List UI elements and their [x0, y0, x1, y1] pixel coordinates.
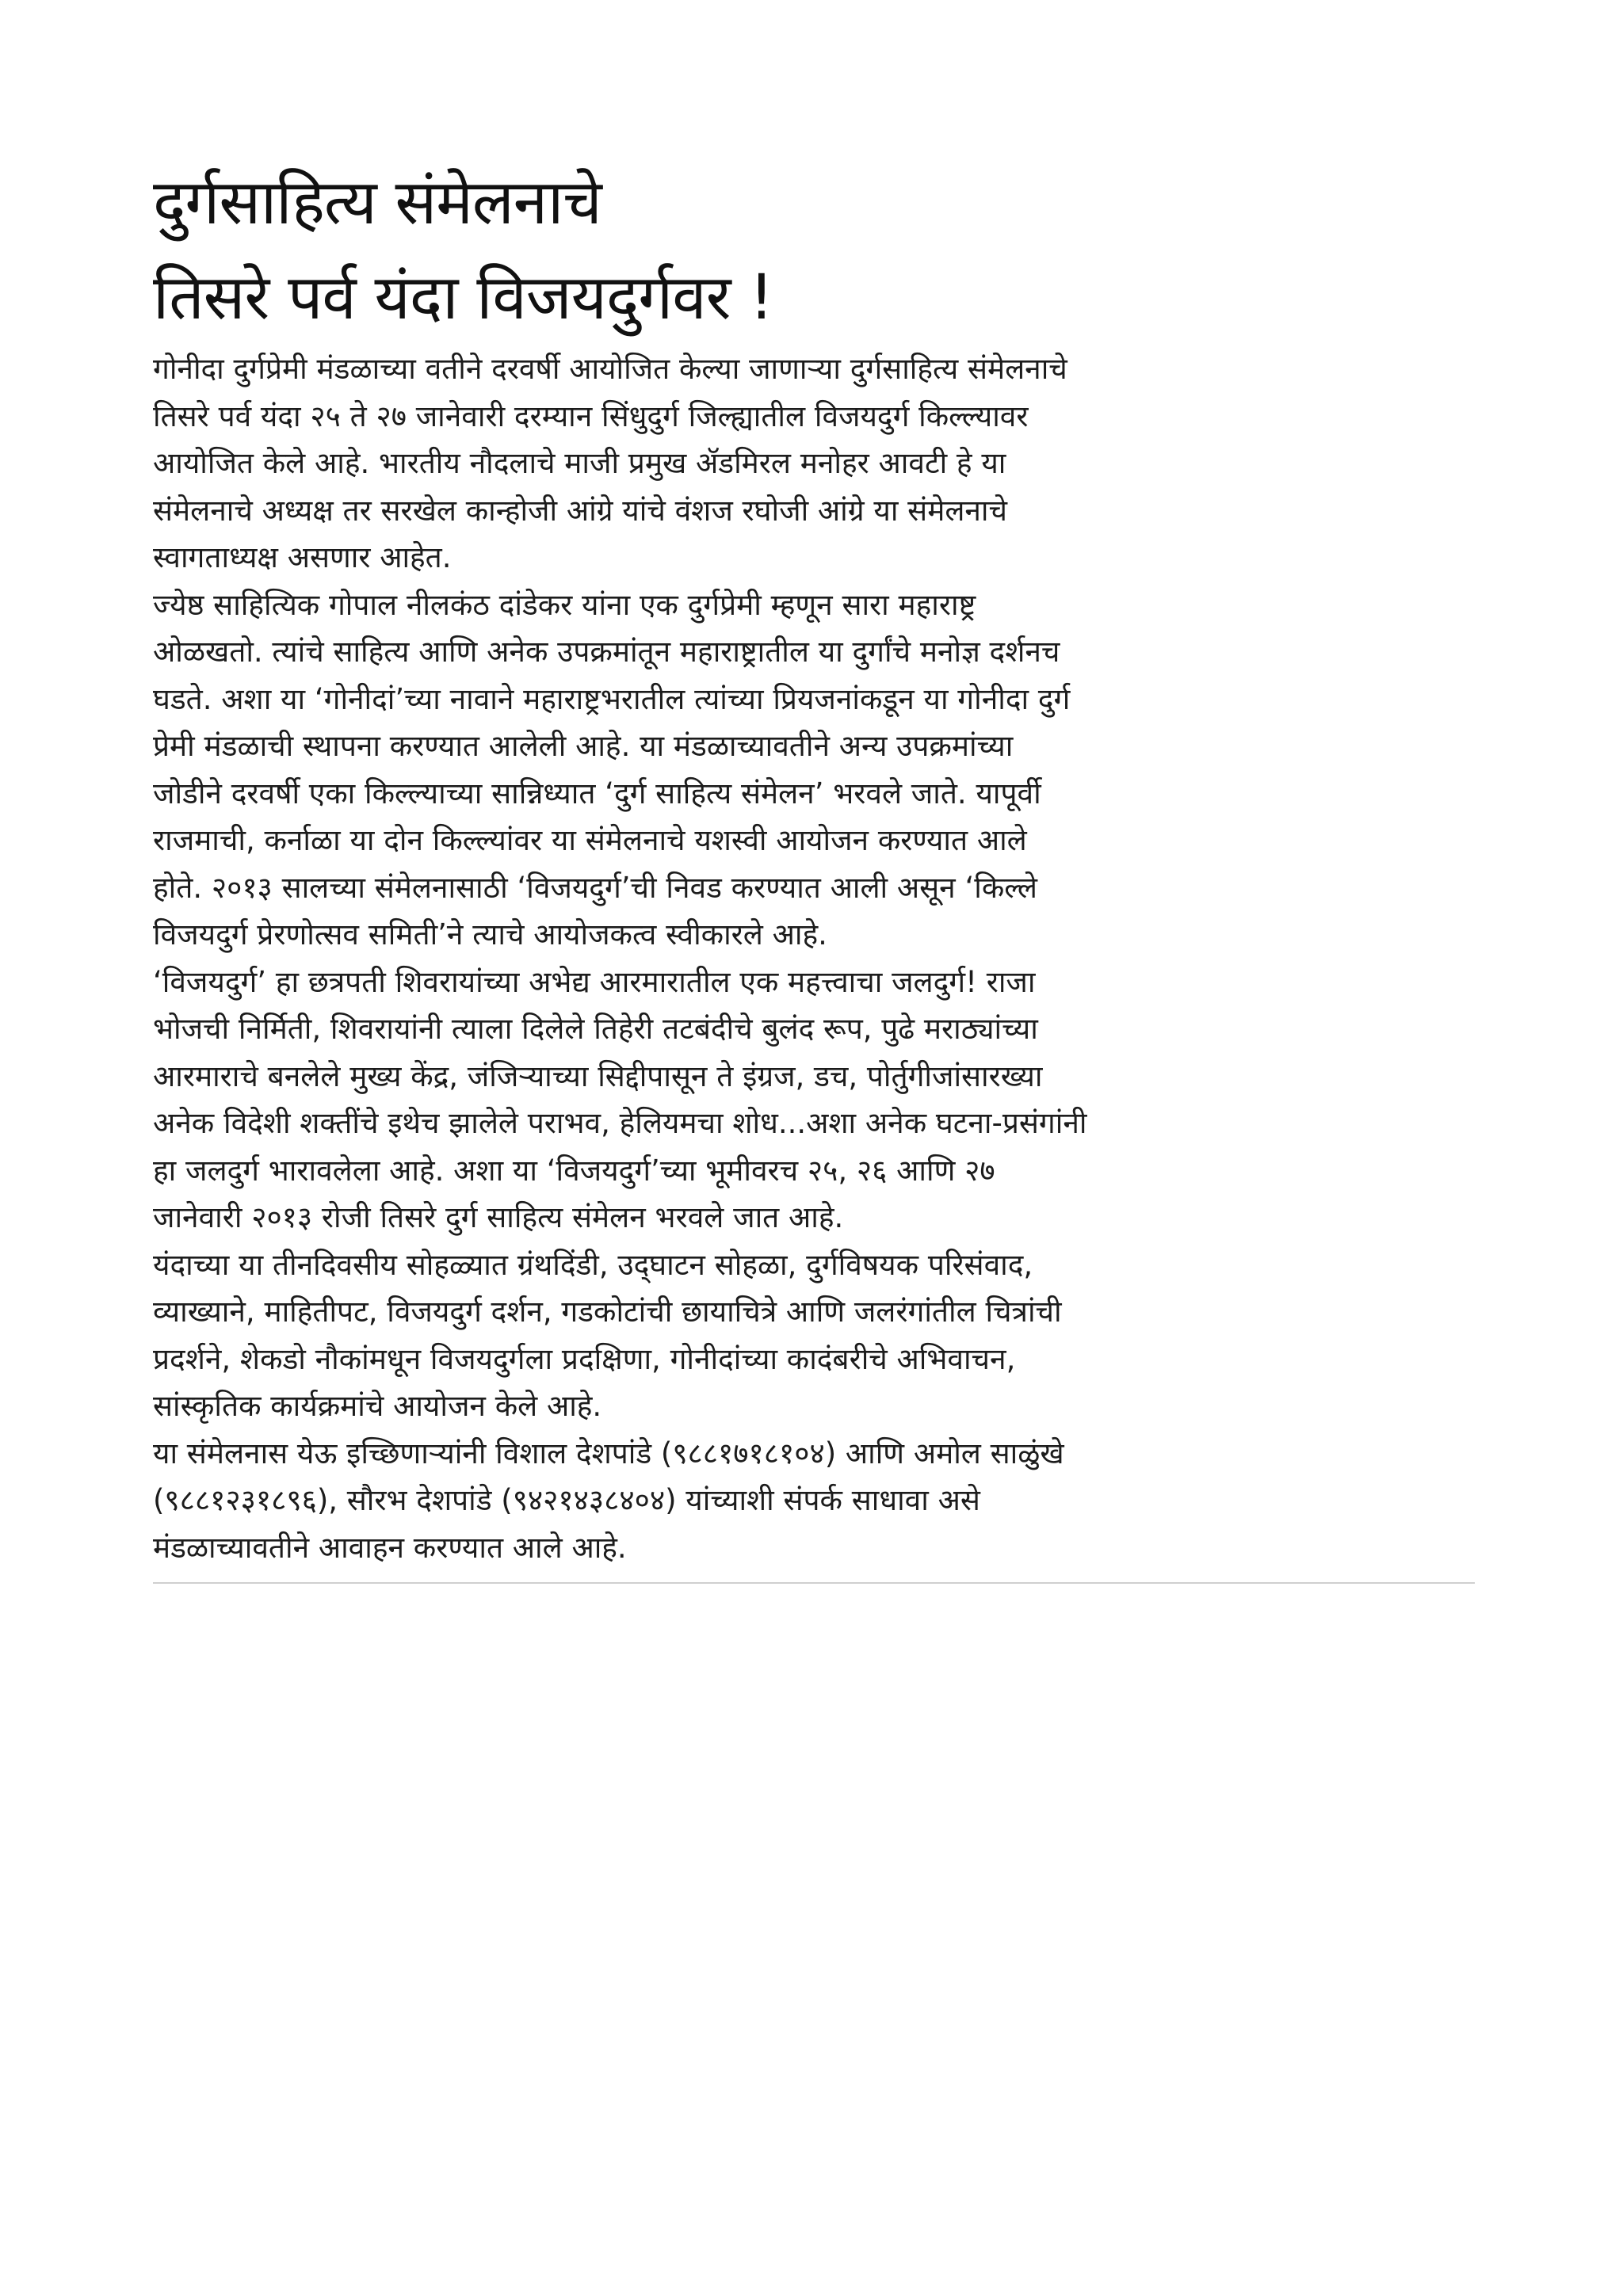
text-line: (९८८१२३१८९६), सौरभ देशपांडे (९४२१४३८४०४) यांच्याशी संपर्क साधावा असे [153, 1483, 980, 1517]
headline [153, 155, 1475, 345]
text-line: मंडळाच्यावतीने आवाहन करण्यात आले आहे. [153, 1530, 627, 1565]
text-line: ओळखतो. त्यांचे साहित्य आणि अनेक उपक्रमांतून महाराष्ट्रातील या दुर्गांचे मनोज्ञ दर्शनच [153, 635, 1060, 669]
text-line: राजमाची, कर्नाळा या दोन किल्ल्यांवर या संमेलनाचे यशस्वी आयोजन करण्यात आले [153, 823, 1027, 857]
text-line: घडते. अशा या ‘गोनीदां’च्या नावाने महाराष्ट्रभरातील त्यांच्या प्रियजनांकडून या गोनीदा दुर्ग [153, 681, 1071, 716]
text-line: संमेलनाचे अध्यक्ष तर सरखेल कान्होजी आंग्रे यांचे वंशज रघोजी आंग्रे या संमेलनाचे [153, 493, 1008, 528]
text-line: यंदाच्या या तीनदिवसीय सोहळ्यात ग्रंथदिंडी, उद्‌घाटन सोहळा, दुर्गविषयक परिसंवाद, [153, 1247, 1033, 1282]
text-line: प्रेमी मंडळाची स्थापना करण्यात आलेली आहे. या मंडळाच्यावतीने अन्य उपक्रमांच्या [153, 729, 1014, 763]
text-line: जानेवारी २०१३ रोजी तिसरे दुर्ग साहित्य संमेलन भरवले जात आहे. [153, 1200, 844, 1234]
text-line: आरमाराचे बनलेले मुख्य केंद्र, जंजिऱ्याच्या सिद्दीपासून ते इंग्रज, डच, पोर्तुगीजांसारख्या [153, 1058, 1043, 1093]
text-line: हा जलदुर्ग भारावलेला आहे. अशा या ‘विजयदुर्ग’च्या भूमीवरच २५, २६ आणि २७ [153, 1153, 995, 1188]
headline-line: तिसरे पर्व यंदा विजयदुर्गवर ! [153, 262, 773, 334]
text-line: गोनीदा दुर्गप्रेमी मंडळाच्या वतीने दरवर्षी आयोजित केल्या जाणाऱ्या दुर्गसाहित्य संमेलनाचे [153, 352, 1067, 386]
text-line: तिसरे पर्व यंदा २५ ते २७ जानेवारी दरम्यान सिंधुदुर्ग जिल्ह्यातील विजयदुर्ग किल्ल्यावर [153, 399, 1029, 433]
article-body [153, 345, 1475, 1571]
text-line: व्याख्याने, माहितीपट, विजयदुर्ग दर्शन, गडकोटांची छायाचित्रे आणि जलरंगांतील चित्रांची [153, 1295, 1062, 1329]
text-line: ‘विजयदुर्ग’ हा छत्रपती शिवरायांच्या अभेद्य आरमारातील एक महत्त्वाचा जलदुर्ग! राजा [153, 964, 1036, 999]
text-line: ज्येष्ठ साहित्यिक गोपाल नीलकंठ दांडेकर यांना एक दुर्गप्रेमी म्हणून सारा महाराष्ट्र [153, 587, 976, 622]
text-line: होते. २०१३ सालच्या संमेलनासाठी ‘विजयदुर्ग’ची निवड करण्यात आली असून ‘किल्ले [153, 870, 1038, 905]
paragraph-gonida [153, 582, 1475, 959]
text-line: स्वागताध्यक्ष असणार आहेत. [153, 540, 452, 574]
document-page [153, 155, 1475, 1584]
paragraph-intro [153, 345, 1475, 582]
paragraph-contact [153, 1430, 1475, 1572]
paragraph-events [153, 1241, 1475, 1430]
headline-line: दुर्गसाहित्य संमेलनाचे [153, 167, 601, 238]
text-line: अनेक विदेशी शक्तींचे इथेच झालेले पराभव, हेलियमचा शोध...अशा अनेक घटना-प्रसंगांनी [153, 1106, 1087, 1140]
text-line: भोजची निर्मिती, शिवरायांनी त्याला दिलेले तिहेरी तटबंदीचे बुलंद रूप, पुढे मराठ्यांच्या [153, 1012, 1038, 1046]
text-line: आयोजित केले आहे. भारतीय नौदलाचे माजी प्रमुख ॲडमिरल मनोहर आवटी हे या [153, 446, 1006, 480]
divider [153, 1582, 1475, 1584]
text-line: विजयदुर्ग प्रेरणोत्सव समिती’ने त्याचे आयोजकत्व स्वीकारले आहे. [153, 917, 827, 952]
paragraph-vijaydurg [153, 959, 1475, 1241]
text-line: या संमेलनास येऊ इच्छिणाऱ्यांनी विशाल देशपांडे (९८८१७१८१०४) आणि अमोल साळुंखे [153, 1436, 1064, 1470]
text-line: जोडीने दरवर्षी एका किल्ल्याच्या सान्निध्यात ‘दुर्ग साहित्य संमेलन’ भरवले जाते. यापूर्वी [153, 776, 1041, 810]
text-line: सांस्कृतिक कार्यक्रमांचे आयोजन केले आहे. [153, 1389, 602, 1423]
text-line: प्रदर्शने, शेकडो नौकांमधून विजयदुर्गला प्रदक्षिणा, गोनीदांच्या कादंबरीचे अभिवाचन, [153, 1341, 1016, 1376]
